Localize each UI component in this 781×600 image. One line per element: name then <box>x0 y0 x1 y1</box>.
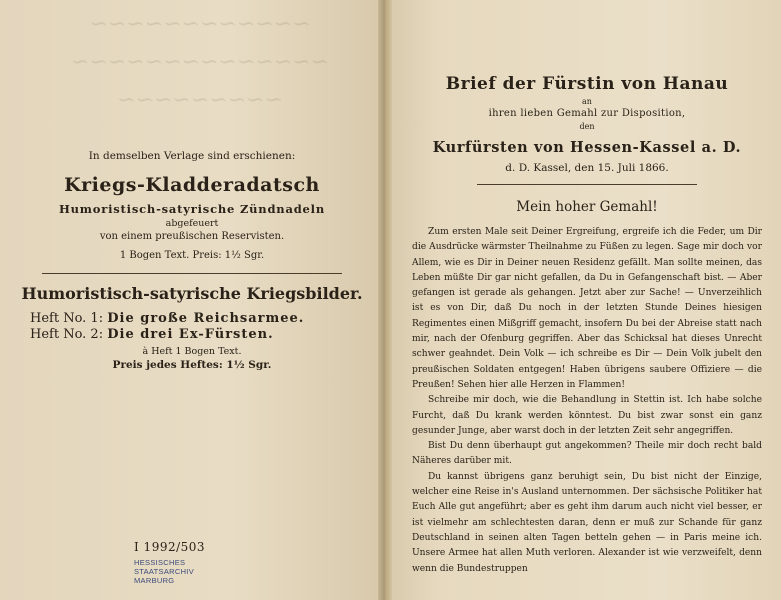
heft-label: Heft No. 2: <box>30 327 104 342</box>
letter-title: Brief der Fürstin von Hanau <box>445 74 729 94</box>
archive-stamp <box>134 558 214 585</box>
ad-author: von einem preußischen Reservisten. <box>99 231 285 242</box>
shelfmark: I 1992/503 <box>134 540 206 554</box>
ad-price-2: Preis jedes Heftes: 1½ Sgr. <box>112 359 272 371</box>
letter-heading <box>412 74 762 215</box>
stamp-line: HESSISCHES <box>134 558 186 567</box>
ad-per-heft: à Heft 1 Bogen Text. <box>142 346 242 357</box>
publisher-advertisement <box>0 150 384 373</box>
heading-divider <box>477 184 697 185</box>
salutation: Mein hoher Gemahl! <box>516 199 658 215</box>
ad-divider <box>42 273 342 274</box>
heading-line-2: ihren lieben Gemahl zur Disposition, <box>488 108 686 119</box>
left-page <box>0 0 384 600</box>
letter-date: d. D. Kassel, den 15. Juli 1866. <box>505 162 669 174</box>
ad-title-1-subtitle: Humoristisch-satyrische Zündnadeln <box>58 202 326 216</box>
ad-title-1: Kriegs-Kladderadatsch <box>64 174 320 196</box>
heft-title: Die große Reichsarmee. <box>107 311 305 326</box>
ad-title-2: Humoristisch-satyrische Kriegsbilder. <box>21 284 363 303</box>
heft-item <box>30 327 384 342</box>
ad-price-1: 1 Bogen Text. Preis: 1½ Sgr. <box>119 250 265 261</box>
show-through-text: ~~~~~~~~~~~~ ~~~~~~~~~~~~~~ ~~~~~~~~~ <box>70 12 330 113</box>
paragraph: Zum ersten Male seit Deiner Ergreifung, ergreife ich die Feder, um Dir die Ausdrücke wärmster Theilnahme zu Füßen zu legen. Sage mir doch vor Allem, wie es Dir in Deiner neuen Residenz gefällt. Man sollte meinen, das Leben müßte Dir gar nicht gefallen, da Du in Gefangenschaft bist. — Aber gefangen ist gerade als gehangen. Jetzt aber zur Sache! — Unverzeihlich ist es von Dir, daß Du noch in der letzten Stunde Deines hiesigen Regimentes einen Mißgriff gemacht, insofern Du bei der Abreise statt nach mir, nach der Ofenburg gegriffen. Aber das Schicksal hat dieses Unrecht schwer geahndet. Dein Volk — ich schreibe es Dir — Dein Volk jubelt den preußischen Soldaten entgegen! Haben übrigens saubere Offiziere — die Preußen! Sehen hier alle Herzen in Flammen! <box>412 227 762 390</box>
archive-marks <box>134 540 214 585</box>
heft-item <box>30 311 384 326</box>
ad-intro: In demselben Verlage sind erschienen: <box>88 150 296 162</box>
letter-body <box>412 225 762 577</box>
right-page <box>392 0 781 600</box>
heading-line-3: Kurfürsten von Hessen-Kassel a. D. <box>432 139 742 156</box>
paragraph: Du kannst übrigens ganz beruhigt sein, Du bist nicht der Einzige, welcher eine Reise in's Ausland unternommen. Der sächsische Politiker hat Euch Alle gut angeführt; aber es geht ihm darum auch nicht viel besser, er ist vielmehr am schlechtesten daran, denn er muß zur Schande für ganz Deutschland in seinen alten Tagen betteln gehen — in Paris meine ich. Unsere Armee hat allen Muth verloren. Alexander ist wie verzweifelt, denn wenn die Bundestruppen <box>412 471 762 574</box>
stamp-line: MARBURG <box>134 576 175 585</box>
paragraph: Schreibe mir doch, wie die Behandlung in Stettin ist. Ich habe solche Furcht, daß Du krank werden könntest. Du bist zwar sonst ein ganz gesunder Junge, aber warst doch in der letzten Zeit sehr angegriffen. <box>412 395 762 436</box>
heft-label: Heft No. 1: <box>30 311 104 326</box>
heading-an: an <box>582 97 592 106</box>
ad-fired: abgefeuert <box>165 218 219 229</box>
stamp-line: STAATSARCHIV <box>134 567 194 576</box>
heading-den: den <box>579 122 595 131</box>
book-gutter <box>378 0 392 600</box>
letter <box>412 74 762 577</box>
heft-list <box>0 311 384 342</box>
paragraph: Bist Du denn überhaupt gut angekommen? Theile mir doch recht bald Näheres darüber mit. <box>412 441 762 467</box>
heft-title: Die drei Ex-Fürsten. <box>107 327 274 342</box>
